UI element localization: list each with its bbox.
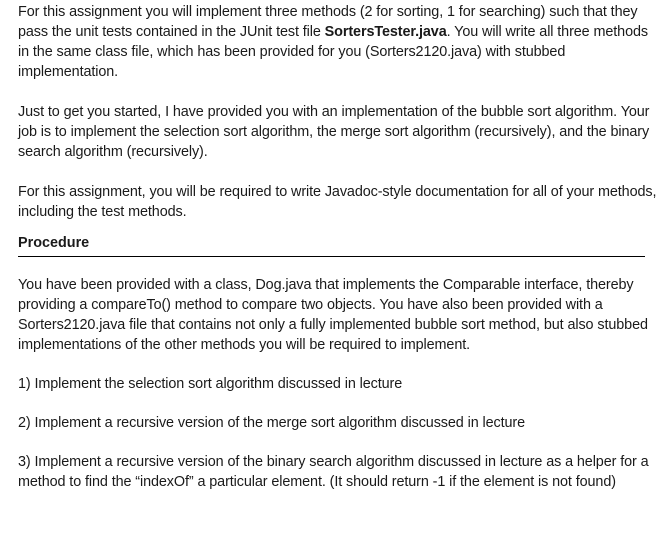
step-3: 3) Implement a recursive version of the binary search algorithm discussed in lecture as a helper for a method to find the “indexOf” a particular element. (It should return -1 if the element is not found) <box>18 454 649 490</box>
documentation-paragraph: For this assignment, you will be required to write Javadoc-style documentation for all of your methods, including the test methods. <box>18 184 657 220</box>
getting-started-paragraph: Just to get you started, I have provided you with an implementation of the bubble sort algorithm. Your job is to implement the selection sort algorithm, the merge sort algorithm (recursively), and the binary search algorithm (recursively). <box>18 104 650 160</box>
step-1: 1) Implement the selection sort algorithm discussed in lecture <box>18 376 403 392</box>
step-2: 2) Implement a recursive version of the merge sort algorithm discussed in lecture <box>18 415 525 431</box>
intro-paragraph <box>18 2 658 82</box>
intro-text-end: . You will write all three methods in the same class file, which has been provided for you (Sorters2120.java) with stubbed implementation. <box>18 24 648 80</box>
procedure-heading: Procedure <box>18 233 645 257</box>
intro-text-start: For this assignment you will implement three methods (2 for sorting, 1 for searching) such that they pass the unit tests contained in the JUnit test file <box>18 4 638 40</box>
tester-filename: SortersTester.java <box>324 24 447 40</box>
procedure-description: You have been provided with a class, Dog.java that implements the Comparable interface, thereby providing a compareTo() method to compare two objects. You have also been provided with a Sorters2120.java file that contains not only a fully implemented bubble sort method, but also stubbed implementations of the other methods you will be required to implement. <box>18 277 648 353</box>
